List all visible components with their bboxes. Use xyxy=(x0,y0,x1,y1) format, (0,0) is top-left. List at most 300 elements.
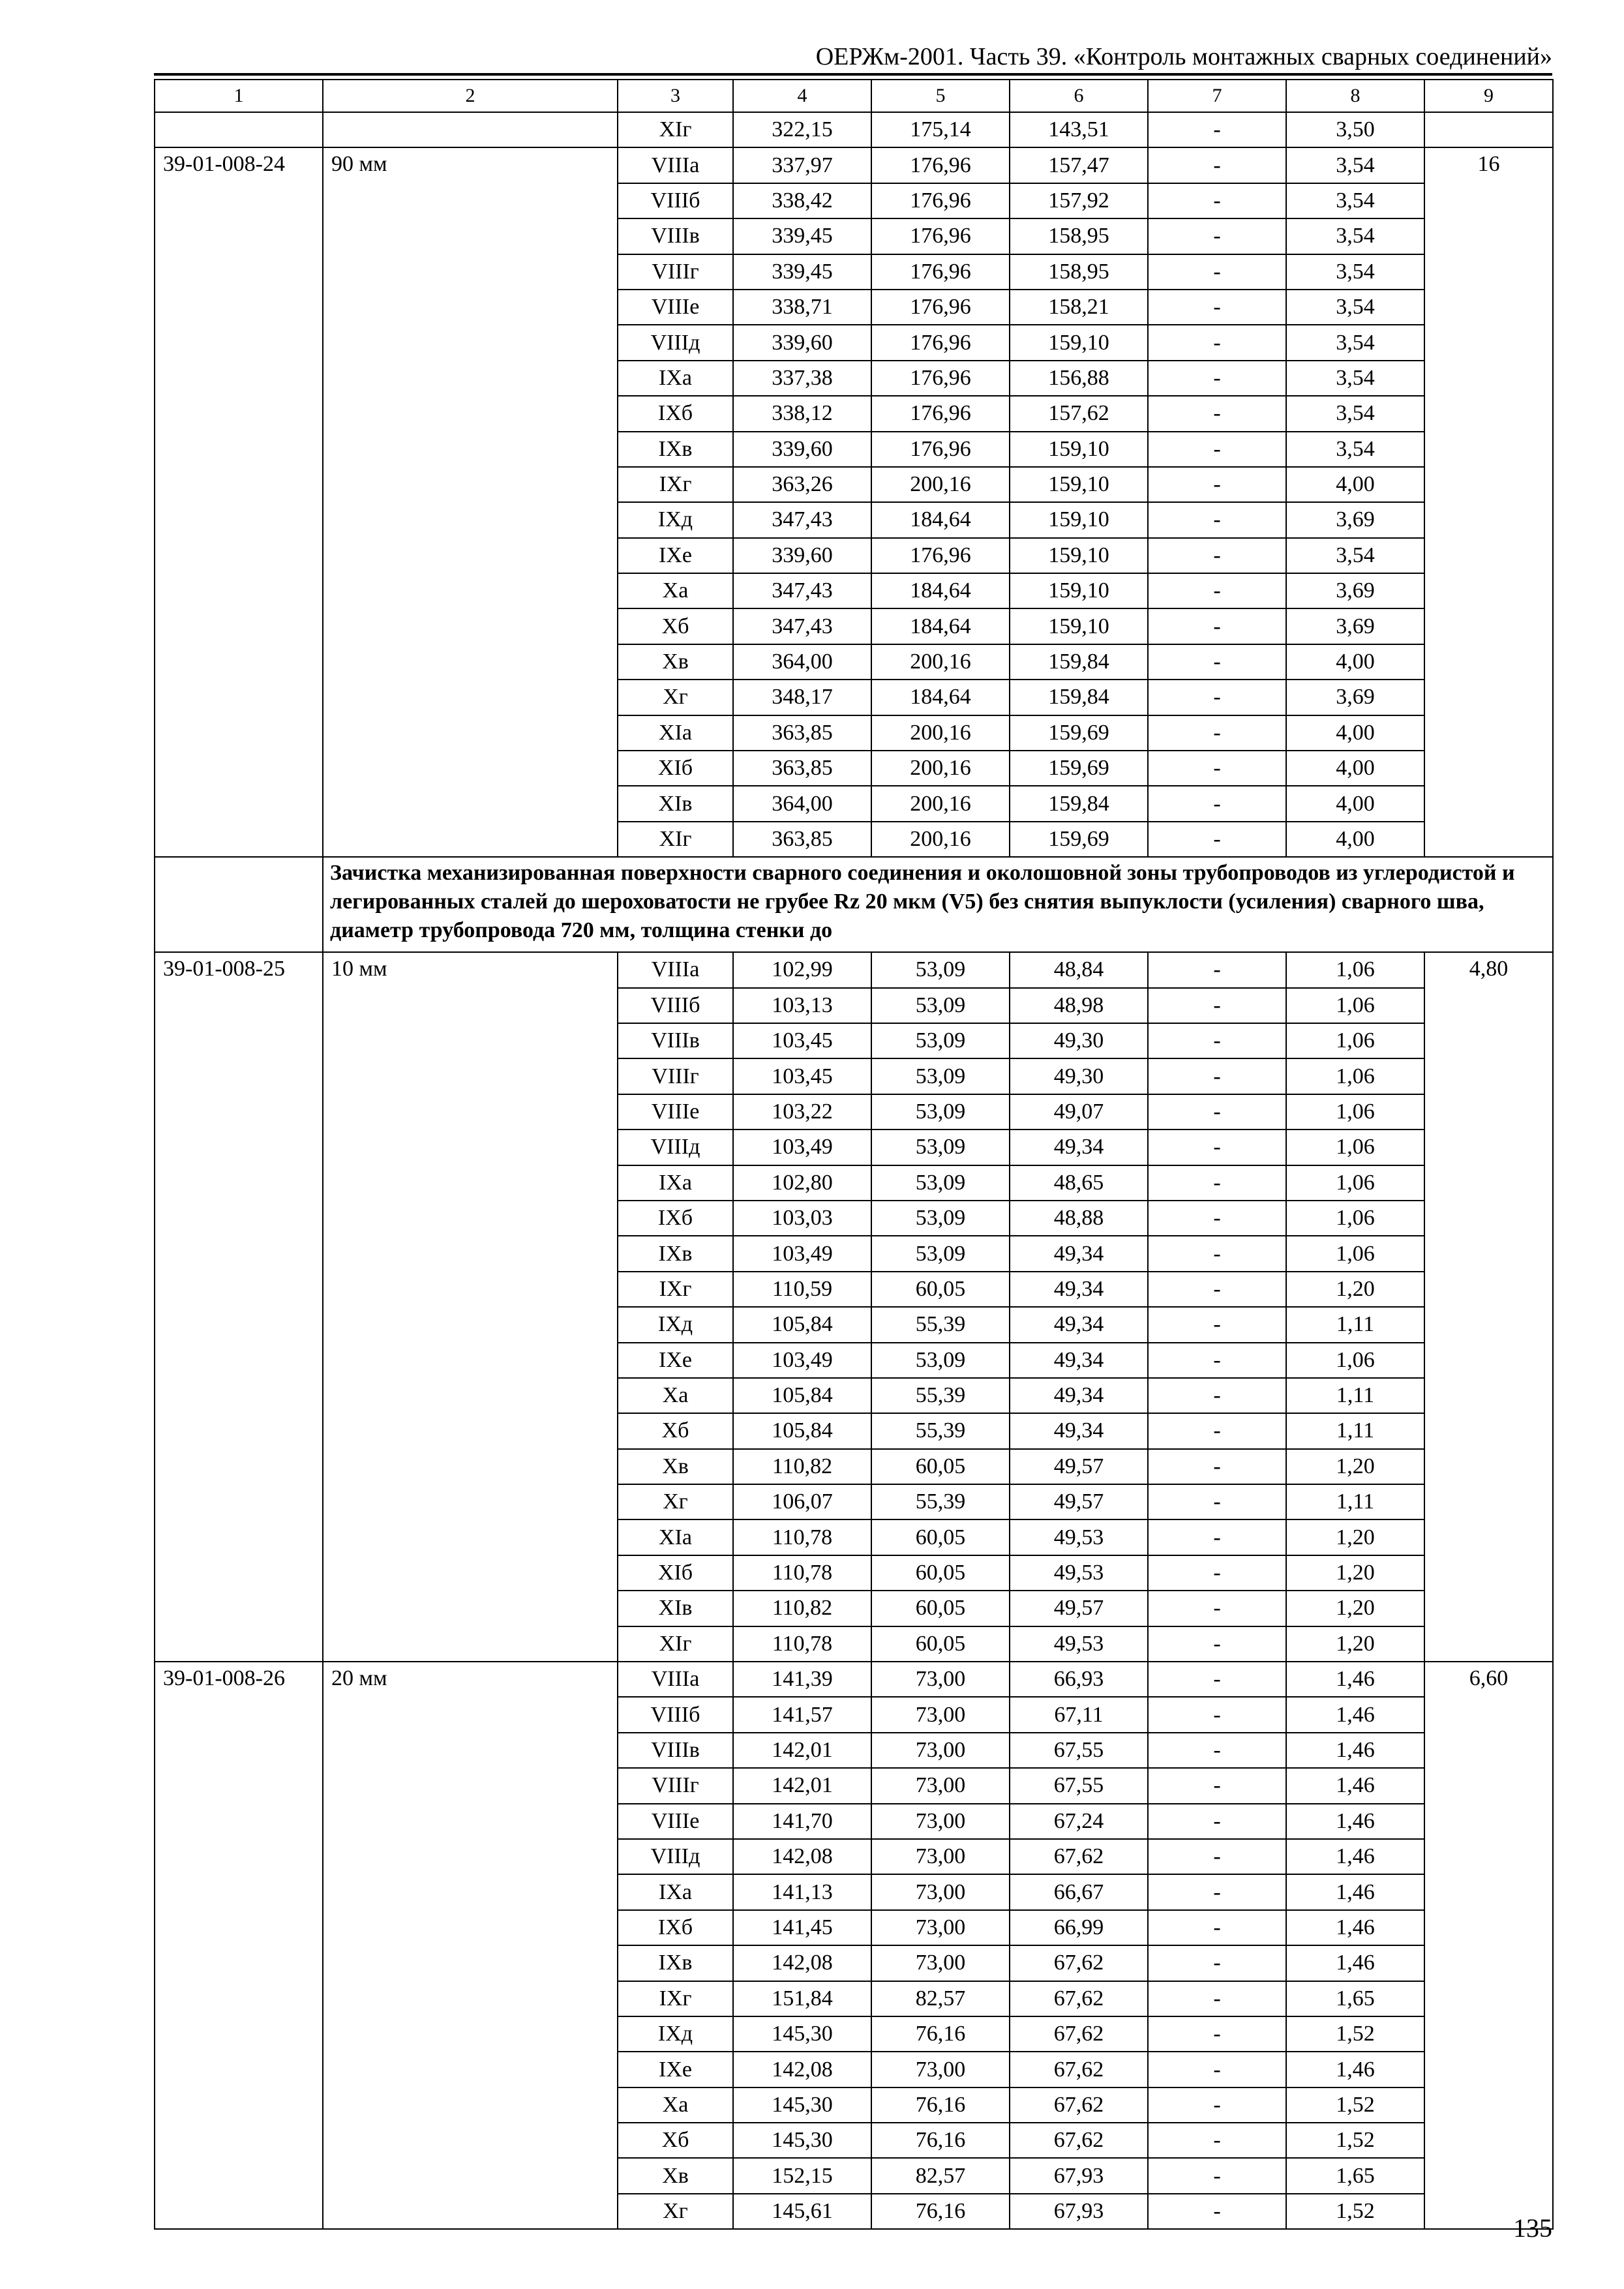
cell-c4: 110,82 xyxy=(733,1591,871,1626)
cell-c5: 60,05 xyxy=(871,1449,1010,1484)
cell-c6: 49,07 xyxy=(1010,1094,1148,1130)
cell-c6: 156,88 xyxy=(1010,361,1148,396)
cell-c6: 143,51 xyxy=(1010,112,1148,147)
cell-c7: - xyxy=(1148,1945,1286,1981)
cell-c6: 157,62 xyxy=(1010,396,1148,431)
cell-cat: Xб xyxy=(618,1413,733,1448)
column-number-row xyxy=(155,80,1553,112)
cell-c8: 1,52 xyxy=(1286,2123,1424,2158)
cell-cat: Xб xyxy=(618,608,733,644)
cell-c7: - xyxy=(1148,822,1286,857)
cell-c6: 49,30 xyxy=(1010,1023,1148,1058)
cell-c4: 103,49 xyxy=(733,1130,871,1165)
cell-c8: 1,20 xyxy=(1286,1591,1424,1626)
cell-c4: 103,49 xyxy=(733,1343,871,1378)
cell-c8: 4,00 xyxy=(1286,751,1424,786)
cell-c4: 145,30 xyxy=(733,2123,871,2158)
cell-c6: 67,62 xyxy=(1010,1839,1148,1874)
column-number: 7 xyxy=(1148,80,1286,112)
cell-c4: 364,00 xyxy=(733,786,871,821)
cell-cat: XIа xyxy=(618,1519,733,1555)
cell-c8: 3,69 xyxy=(1286,608,1424,644)
cell-c5: 53,09 xyxy=(871,1201,1010,1236)
cell-c8: 1,20 xyxy=(1286,1555,1424,1591)
table-row xyxy=(155,952,1553,987)
cell-c7: - xyxy=(1148,1733,1286,1768)
cell-c4: 145,30 xyxy=(733,2087,871,2123)
cell-c6: 159,10 xyxy=(1010,467,1148,502)
cell-c5: 176,96 xyxy=(871,254,1010,290)
cell-c5: 76,16 xyxy=(871,2016,1010,2052)
cell-c7: - xyxy=(1148,1413,1286,1448)
cell-c4: 105,84 xyxy=(733,1378,871,1413)
cell-cat: IXа xyxy=(618,361,733,396)
cell-c4: 102,80 xyxy=(733,1165,871,1201)
cell-c7: - xyxy=(1148,2123,1286,2158)
cell-cat: IXд xyxy=(618,2016,733,2052)
column-number: 8 xyxy=(1286,80,1424,112)
cell-c6: 159,10 xyxy=(1010,325,1148,360)
cell-cat: IXв xyxy=(618,432,733,467)
cell-c5: 73,00 xyxy=(871,1804,1010,1839)
cell-c4: 110,78 xyxy=(733,1555,871,1591)
cell-c8: 3,54 xyxy=(1286,218,1424,254)
column-number: 6 xyxy=(1010,80,1148,112)
cell-c8: 1,06 xyxy=(1286,1094,1424,1130)
cell-cat: VIIIд xyxy=(618,1839,733,1874)
cell-c4: 339,45 xyxy=(733,218,871,254)
column-number: 5 xyxy=(871,80,1010,112)
cell-c7: - xyxy=(1148,1697,1286,1732)
cell-c7: - xyxy=(1148,1591,1286,1626)
cell-cat: VIIIг xyxy=(618,1768,733,1803)
cell-cat: VIIIа xyxy=(618,147,733,183)
cell-c7: - xyxy=(1148,1130,1286,1165)
cell-c4: 337,38 xyxy=(733,361,871,396)
cell-c5: 73,00 xyxy=(871,1662,1010,1697)
cell-c5: 184,64 xyxy=(871,573,1010,608)
cell-c5: 176,96 xyxy=(871,325,1010,360)
cell-c7: - xyxy=(1148,680,1286,715)
cell-c7: - xyxy=(1148,432,1286,467)
cell-cat: IXб xyxy=(618,396,733,431)
cell-c8: 1,46 xyxy=(1286,1874,1424,1909)
cell-c8: 3,50 xyxy=(1286,112,1424,147)
cell-c5: 73,00 xyxy=(871,1768,1010,1803)
cell-cat: XIб xyxy=(618,751,733,786)
cell-c8: 4,00 xyxy=(1286,822,1424,857)
wall-thickness: 20 мм xyxy=(323,1662,618,2229)
cell-c4: 145,30 xyxy=(733,2016,871,2052)
table-row xyxy=(155,147,1553,183)
cell-c5: 176,96 xyxy=(871,396,1010,431)
cell-c5: 184,64 xyxy=(871,502,1010,537)
cell-c5: 200,16 xyxy=(871,644,1010,680)
cell-c5: 176,96 xyxy=(871,432,1010,467)
cell-c6: 66,99 xyxy=(1010,1910,1148,1945)
cell-c6: 159,10 xyxy=(1010,573,1148,608)
cell-c6: 49,53 xyxy=(1010,1555,1148,1591)
cell-c4: 339,60 xyxy=(733,538,871,573)
cell-c8: 1,46 xyxy=(1286,1910,1424,1945)
cell-cat: Xв xyxy=(618,1449,733,1484)
header-rule xyxy=(154,73,1552,76)
cell-cat: IXе xyxy=(618,1343,733,1378)
cell-cat: XIг xyxy=(618,1626,733,1662)
cell-cat: XIа xyxy=(618,715,733,751)
cell-cat: XIг xyxy=(618,112,733,147)
cell-c8: 3,54 xyxy=(1286,147,1424,183)
cell-c8: 1,06 xyxy=(1286,1023,1424,1058)
cell-c7: - xyxy=(1148,1378,1286,1413)
cell-c6: 157,47 xyxy=(1010,147,1148,183)
cell-c5: 53,09 xyxy=(871,1130,1010,1165)
cell-cat: VIIIв xyxy=(618,1733,733,1768)
cell-c8: 1,06 xyxy=(1286,1236,1424,1271)
cell-c8: 1,06 xyxy=(1286,988,1424,1023)
cell-cat: IXв xyxy=(618,1945,733,1981)
cell-c5: 55,39 xyxy=(871,1378,1010,1413)
cell-c7: - xyxy=(1148,538,1286,573)
cell-c7: - xyxy=(1148,467,1286,502)
cell-c5: 73,00 xyxy=(871,1945,1010,1981)
cell-c8: 3,54 xyxy=(1286,290,1424,325)
table-row xyxy=(155,1662,1553,1697)
cell-c4: 347,43 xyxy=(733,573,871,608)
cell-c5: 53,09 xyxy=(871,1236,1010,1271)
cell-c4: 348,17 xyxy=(733,680,871,715)
cell-c8: 1,11 xyxy=(1286,1413,1424,1448)
cell-cat: IXб xyxy=(618,1201,733,1236)
column-number: 2 xyxy=(323,80,618,112)
cell-c5: 55,39 xyxy=(871,1484,1010,1519)
cell-c4: 364,00 xyxy=(733,644,871,680)
cell-c7: - xyxy=(1148,1201,1286,1236)
description-row xyxy=(155,857,1553,952)
cell-c6: 159,10 xyxy=(1010,538,1148,573)
cell-cat: VIIIд xyxy=(618,1130,733,1165)
cell-c6: 158,95 xyxy=(1010,254,1148,290)
cell-c6: 159,10 xyxy=(1010,502,1148,537)
cell-cat: Xв xyxy=(618,644,733,680)
cell-cat: Xа xyxy=(618,2087,733,2123)
cell-c8: 1,46 xyxy=(1286,1733,1424,1768)
cell-c5: 184,64 xyxy=(871,680,1010,715)
cell-c7: - xyxy=(1148,1874,1286,1909)
cell-c5: 53,09 xyxy=(871,988,1010,1023)
cell-c4: 103,13 xyxy=(733,988,871,1023)
work-description: Зачистка механизированная поверхности сварного соединения и околошовной зоны трубопроводов из углеродистой и легированных сталей до шероховатости не грубее Rz 20 мкм (V5) без снятия выпуклости (усиления) сварного шва, диаметр трубопровода 720 мм, толщина стенки до xyxy=(323,857,1553,952)
cell-c7: - xyxy=(1148,1023,1286,1058)
cell-cat: IXг xyxy=(618,1272,733,1307)
cell-c8: 1,06 xyxy=(1286,1130,1424,1165)
cell-c6: 67,62 xyxy=(1010,2123,1148,2158)
rate-norm: 16 xyxy=(1424,147,1553,857)
cell-c5: 73,00 xyxy=(871,1910,1010,1945)
cell-c8: 4,00 xyxy=(1286,786,1424,821)
cell-c4: 338,12 xyxy=(733,396,871,431)
cell-c7: - xyxy=(1148,1058,1286,1094)
cell-c6: 159,84 xyxy=(1010,786,1148,821)
cell-c7: - xyxy=(1148,952,1286,987)
cell-cat: VIIIб xyxy=(618,988,733,1023)
cell-cat: XIб xyxy=(618,1555,733,1591)
cell-c5: 82,57 xyxy=(871,1981,1010,2016)
cell-c4: 110,59 xyxy=(733,1272,871,1307)
cell-c7: - xyxy=(1148,1343,1286,1378)
cell-c4: 347,43 xyxy=(733,502,871,537)
cell-c4: 102,99 xyxy=(733,952,871,987)
cell-cat: VIIIд xyxy=(618,325,733,360)
cell-c6: 159,84 xyxy=(1010,644,1148,680)
cell-c8: 1,11 xyxy=(1286,1484,1424,1519)
cell-c5: 200,16 xyxy=(871,786,1010,821)
cell-cat: VIIIв xyxy=(618,1023,733,1058)
column-number: 3 xyxy=(618,80,733,112)
cell-c5: 76,16 xyxy=(871,2123,1010,2158)
cell-c4: 105,84 xyxy=(733,1413,871,1448)
cell-cat: Xг xyxy=(618,680,733,715)
cell-c6: 49,34 xyxy=(1010,1413,1148,1448)
cell-c6: 49,34 xyxy=(1010,1378,1148,1413)
cell-cat: VIIIб xyxy=(618,183,733,218)
cell-c4: 110,78 xyxy=(733,1519,871,1555)
cell-cat: IXе xyxy=(618,538,733,573)
price-table xyxy=(154,79,1554,2230)
cell-c4: 141,57 xyxy=(733,1697,871,1732)
cell-c8: 1,06 xyxy=(1286,1058,1424,1094)
cell-c6: 159,84 xyxy=(1010,680,1148,715)
cell-c4: 363,85 xyxy=(733,751,871,786)
page-number: 135 xyxy=(1513,2213,1552,2243)
cell-c6: 67,62 xyxy=(1010,2016,1148,2052)
cell-c6: 67,55 xyxy=(1010,1733,1148,1768)
cell-c7: - xyxy=(1148,254,1286,290)
rate-norm: 4,80 xyxy=(1424,952,1553,1662)
cell-c6: 49,57 xyxy=(1010,1591,1148,1626)
cell-c7: - xyxy=(1148,502,1286,537)
rate-code: 39-01-008-26 xyxy=(155,1662,323,2229)
cell-c7: - xyxy=(1148,112,1286,147)
cell-c8: 3,69 xyxy=(1286,573,1424,608)
cell-c7: - xyxy=(1148,786,1286,821)
cell-c8: 1,20 xyxy=(1286,1272,1424,1307)
cell-c4: 110,78 xyxy=(733,1626,871,1662)
cell-c6: 49,53 xyxy=(1010,1519,1148,1555)
cell-c4: 363,85 xyxy=(733,822,871,857)
cell-c8: 1,65 xyxy=(1286,2158,1424,2193)
cell-c4: 141,39 xyxy=(733,1662,871,1697)
cell-c8: 3,54 xyxy=(1286,432,1424,467)
cell-c7: - xyxy=(1148,608,1286,644)
cell-c8: 3,54 xyxy=(1286,396,1424,431)
cell-c5: 55,39 xyxy=(871,1307,1010,1342)
cell-cat: IXг xyxy=(618,1981,733,2016)
running-header: ОЕРЖм-2001. Часть 39. «Контроль монтажных сварных соединений» xyxy=(815,43,1552,70)
cell-c6: 159,10 xyxy=(1010,432,1148,467)
wall-thickness: 90 мм xyxy=(323,147,618,857)
cell-c7: - xyxy=(1148,2087,1286,2123)
cell-cat: VIIIб xyxy=(618,1697,733,1732)
cell-c4: 105,84 xyxy=(733,1307,871,1342)
cell-cat: XIв xyxy=(618,786,733,821)
cell-c5: 60,05 xyxy=(871,1272,1010,1307)
cell-c4: 106,07 xyxy=(733,1484,871,1519)
cell-c5: 82,57 xyxy=(871,2158,1010,2193)
cell-c6: 67,62 xyxy=(1010,1981,1148,2016)
cell-c5: 73,00 xyxy=(871,1839,1010,1874)
cell-c6: 49,34 xyxy=(1010,1130,1148,1165)
cell-cat: Xг xyxy=(618,1484,733,1519)
cell-c4: 141,45 xyxy=(733,1910,871,1945)
cell-cat: IXе xyxy=(618,2052,733,2087)
cell-c6: 48,65 xyxy=(1010,1165,1148,1201)
cell-c4: 338,71 xyxy=(733,290,871,325)
cell-c6: 49,30 xyxy=(1010,1058,1148,1094)
cell-c7: - xyxy=(1148,290,1286,325)
cell-c4: 363,85 xyxy=(733,715,871,751)
cell-c4: 338,42 xyxy=(733,183,871,218)
cell-c8: 1,06 xyxy=(1286,952,1424,987)
cell-c6: 67,62 xyxy=(1010,2087,1148,2123)
cell-c7: - xyxy=(1148,2158,1286,2193)
cell-c7: - xyxy=(1148,2052,1286,2087)
column-number: 9 xyxy=(1424,80,1553,112)
cell-c8: 1,06 xyxy=(1286,1343,1424,1378)
cell-c5: 60,05 xyxy=(871,1626,1010,1662)
cell-c6: 67,24 xyxy=(1010,1804,1148,1839)
cell-c8: 3,69 xyxy=(1286,680,1424,715)
cell-c8: 1,52 xyxy=(1286,2194,1424,2229)
cell-c6: 49,57 xyxy=(1010,1484,1148,1519)
size-cell-empty xyxy=(323,112,618,147)
cell-c8: 1,46 xyxy=(1286,1945,1424,1981)
cell-c4: 322,15 xyxy=(733,112,871,147)
cell-c4: 142,08 xyxy=(733,1945,871,1981)
cell-c7: - xyxy=(1148,715,1286,751)
cell-c7: - xyxy=(1148,573,1286,608)
cell-c8: 1,46 xyxy=(1286,1697,1424,1732)
cell-c4: 142,08 xyxy=(733,2052,871,2087)
cell-c6: 49,53 xyxy=(1010,1626,1148,1662)
cell-c7: - xyxy=(1148,1272,1286,1307)
cell-c7: - xyxy=(1148,2194,1286,2229)
column-number: 1 xyxy=(155,80,323,112)
cell-c5: 60,05 xyxy=(871,1591,1010,1626)
cell-c5: 53,09 xyxy=(871,1023,1010,1058)
cell-c4: 347,43 xyxy=(733,608,871,644)
cell-c7: - xyxy=(1148,1662,1286,1697)
cell-c4: 142,01 xyxy=(733,1768,871,1803)
cell-c7: - xyxy=(1148,325,1286,360)
cell-cat: IXд xyxy=(618,502,733,537)
cell-c4: 141,70 xyxy=(733,1804,871,1839)
cell-c6: 48,98 xyxy=(1010,988,1148,1023)
cell-c5: 176,96 xyxy=(871,290,1010,325)
cell-c8: 1,20 xyxy=(1286,1449,1424,1484)
cell-c5: 73,00 xyxy=(871,2052,1010,2087)
cell-c5: 53,09 xyxy=(871,1094,1010,1130)
cell-c7: - xyxy=(1148,1555,1286,1591)
cell-cat: IXа xyxy=(618,1165,733,1201)
rate-norm: 6,60 xyxy=(1424,1662,1553,2229)
cell-cat: XIг xyxy=(618,822,733,857)
cell-c6: 49,34 xyxy=(1010,1272,1148,1307)
cell-c5: 60,05 xyxy=(871,1555,1010,1591)
cell-c5: 53,09 xyxy=(871,952,1010,987)
cell-c6: 67,55 xyxy=(1010,1768,1148,1803)
cell-cat: IXв xyxy=(618,1236,733,1271)
cell-c5: 176,96 xyxy=(871,147,1010,183)
cell-c4: 141,13 xyxy=(733,1874,871,1909)
cell-c7: - xyxy=(1148,396,1286,431)
cell-c5: 200,16 xyxy=(871,751,1010,786)
cell-c6: 67,62 xyxy=(1010,1945,1148,1981)
cell-c7: - xyxy=(1148,1484,1286,1519)
cell-c4: 103,45 xyxy=(733,1023,871,1058)
cell-c5: 55,39 xyxy=(871,1413,1010,1448)
cell-c7: - xyxy=(1148,183,1286,218)
table-row xyxy=(155,112,1553,147)
cell-c6: 49,34 xyxy=(1010,1343,1148,1378)
cell-cat: IXб xyxy=(618,1910,733,1945)
cell-c4: 339,45 xyxy=(733,254,871,290)
cell-c6: 67,93 xyxy=(1010,2158,1148,2193)
cell-cat: Xг xyxy=(618,2194,733,2229)
cell-c8: 1,11 xyxy=(1286,1378,1424,1413)
cell-cat: VIIIе xyxy=(618,1094,733,1130)
cell-cat: VIIIв xyxy=(618,218,733,254)
cell-cat: IXд xyxy=(618,1307,733,1342)
cell-c4: 339,60 xyxy=(733,325,871,360)
cell-c5: 73,00 xyxy=(871,1733,1010,1768)
cell-cat: VIIIа xyxy=(618,952,733,987)
cell-c4: 110,82 xyxy=(733,1449,871,1484)
cell-c4: 103,49 xyxy=(733,1236,871,1271)
cell-cat: VIIIа xyxy=(618,1662,733,1697)
wall-thickness: 10 мм xyxy=(323,952,618,1662)
cell-cat: VIIIе xyxy=(618,290,733,325)
cell-c7: - xyxy=(1148,147,1286,183)
cell-c5: 200,16 xyxy=(871,467,1010,502)
cell-c8: 1,11 xyxy=(1286,1307,1424,1342)
cell-cat: Xа xyxy=(618,1378,733,1413)
cell-c8: 3,69 xyxy=(1286,502,1424,537)
cell-c5: 76,16 xyxy=(871,2194,1010,2229)
cell-c7: - xyxy=(1148,1804,1286,1839)
norm-cell-empty xyxy=(1424,112,1553,147)
cell-c6: 49,34 xyxy=(1010,1307,1148,1342)
description-code-empty xyxy=(155,857,323,952)
cell-c7: - xyxy=(1148,361,1286,396)
cell-c4: 142,08 xyxy=(733,1839,871,1874)
cell-cat: VIIIг xyxy=(618,254,733,290)
cell-c8: 4,00 xyxy=(1286,715,1424,751)
cell-c7: - xyxy=(1148,1449,1286,1484)
cell-c5: 73,00 xyxy=(871,1697,1010,1732)
cell-c7: - xyxy=(1148,1094,1286,1130)
cell-c8: 1,52 xyxy=(1286,2087,1424,2123)
cell-c5: 200,16 xyxy=(871,822,1010,857)
cell-c5: 176,96 xyxy=(871,218,1010,254)
cell-c5: 200,16 xyxy=(871,715,1010,751)
cell-c7: - xyxy=(1148,1981,1286,2016)
cell-c7: - xyxy=(1148,1839,1286,1874)
cell-c5: 60,05 xyxy=(871,1519,1010,1555)
cell-c6: 67,62 xyxy=(1010,2052,1148,2087)
cell-c6: 159,69 xyxy=(1010,751,1148,786)
cell-c4: 142,01 xyxy=(733,1733,871,1768)
